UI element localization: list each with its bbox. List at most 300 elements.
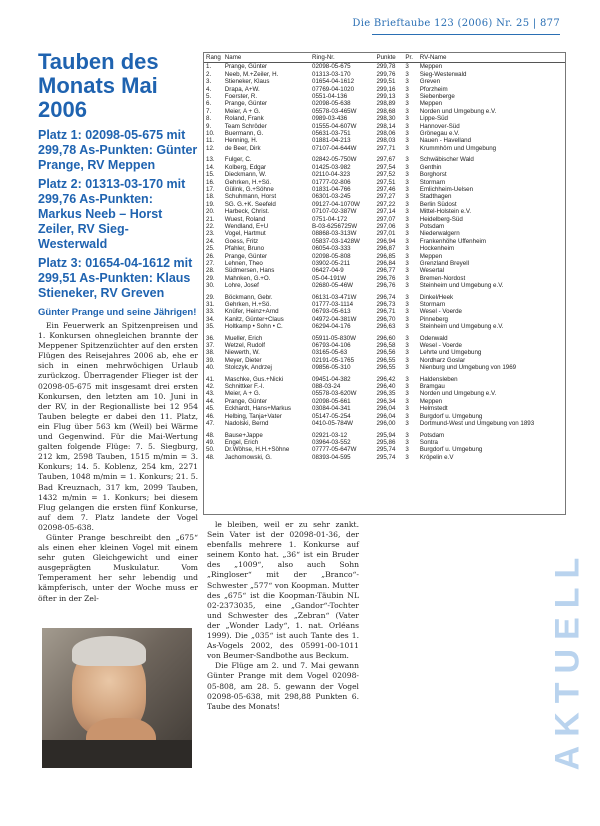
cell-ring: 088-03-24 xyxy=(312,383,341,391)
cell-ring: 08868-03-313W xyxy=(312,230,357,238)
cell-punkte: 296,56 xyxy=(376,349,396,357)
cell-ring: 05578-03-620W xyxy=(312,390,357,398)
cell-punkte: 299,16 xyxy=(376,85,396,93)
table-row xyxy=(204,253,565,260)
cell-punkte: 295,94 xyxy=(376,431,396,439)
cell-rv: Emlichheim-Uelsen xyxy=(419,185,474,193)
cell-rv: Meppen xyxy=(419,63,443,71)
table-row xyxy=(204,100,565,107)
cell-rv: Stormarn xyxy=(419,301,446,308)
cell-name: Buermann, G. xyxy=(224,130,264,138)
cell-ring: 05911-05-830W xyxy=(312,334,356,342)
article-title: Tauben des Monats Mai 2006 xyxy=(38,49,159,122)
cell-punkte: 296,85 xyxy=(376,252,396,260)
cell-punkte: 297,46 xyxy=(376,185,396,193)
table-row xyxy=(204,108,565,115)
cell-rang: 9. xyxy=(206,122,212,130)
cell-rang: 48. xyxy=(206,453,215,461)
page-header xyxy=(0,18,600,34)
cell-pr: 3 xyxy=(405,70,409,78)
cell-name: Dr.Wöhse, H.H.+Söhne xyxy=(224,446,290,454)
table-row xyxy=(204,71,565,78)
cell-pr: 3 xyxy=(405,342,409,350)
cell-rang: 47. xyxy=(206,420,215,428)
cell-name: Lohre, Josef xyxy=(224,282,259,290)
table-row xyxy=(204,78,565,85)
article-body xyxy=(38,321,198,604)
cell-rang: 46. xyxy=(206,412,215,420)
cell-name: Böckmann, Gebr. xyxy=(224,293,273,301)
cell-name: Stolczyk, Andrzej xyxy=(224,364,272,372)
body-paragraph: Günter Prange beschreibt den „675“ als einen eher kleinen Vogel mit einem sehr guten Gleichgewicht und einer ausgeprägten Muskulatur. Vom Temperament her sehr lebendig und kämpferisch, unter der Woche muss er öfter in der Zel- xyxy=(38,532,198,603)
cell-rv: Norden und Umgebung e.V. xyxy=(419,390,497,398)
cell-punkte: 298,30 xyxy=(376,115,396,123)
cell-rv: Sieg-Westerwald xyxy=(419,70,467,78)
cell-pr: 3 xyxy=(405,215,409,223)
cell-rang: 40. xyxy=(206,364,215,372)
cell-pr: 3 xyxy=(405,356,409,364)
cell-punkte: 297,54 xyxy=(376,163,396,171)
cell-ring: 01555-04-607W xyxy=(312,122,357,130)
cell-rang: 1. xyxy=(206,63,212,71)
photo-shirt xyxy=(42,740,192,768)
cell-rv: Mittel-Holstein e.V. xyxy=(419,208,472,216)
cell-ring: 0551-04-136 xyxy=(312,93,348,101)
winners-list xyxy=(38,128,198,301)
cell-name: Niewerth, W. xyxy=(224,349,260,357)
cell-ring: 02191-05-1765 xyxy=(312,356,355,364)
cell-ring: 09856-05-310 xyxy=(312,364,351,372)
results-table-box xyxy=(203,52,566,515)
cell-name: Maschke, Gus.+Nicki xyxy=(224,375,284,383)
cell-punkte: 296,40 xyxy=(376,383,396,391)
cell-punkte: 298,14 xyxy=(376,122,396,130)
cell-ring: 09127-04-1070W xyxy=(312,200,360,208)
table-row xyxy=(204,186,565,193)
cell-punkte: 296,87 xyxy=(376,245,396,253)
cell-punkte: 296,76 xyxy=(376,282,396,290)
cell-ring: 05578-03-465W xyxy=(312,107,357,115)
cell-pr: 3 xyxy=(405,405,409,413)
cell-pr: 3 xyxy=(405,349,409,357)
cell-name: Mueller, Erich xyxy=(224,334,263,342)
cell-name: Prange, Günter xyxy=(224,100,268,108)
cell-ring: 06793-04-106 xyxy=(312,342,351,350)
cell-name: de Beer, Dirk xyxy=(224,144,261,152)
table-row xyxy=(204,413,565,420)
cell-rv: Meppen xyxy=(419,252,443,260)
table-row xyxy=(204,383,565,390)
cell-punkte: 297,22 xyxy=(376,200,396,208)
cell-pr: 3 xyxy=(405,230,409,238)
cell-punkte: 296,76 xyxy=(376,274,396,282)
cell-rang: 23. xyxy=(206,230,215,238)
table-row xyxy=(204,193,565,200)
cell-punkte: 296,70 xyxy=(376,315,396,323)
table-row xyxy=(204,223,565,230)
cell-name: Meier, A + G. xyxy=(224,107,261,115)
cell-rang: 5. xyxy=(206,93,212,101)
col-name: Name xyxy=(223,53,310,63)
cell-ring: 05631-03-751 xyxy=(312,130,351,138)
cell-ring: 02921-03-12 xyxy=(312,431,348,439)
cell-rv: Dinkel/Heek xyxy=(419,293,454,301)
middle-column-text xyxy=(207,520,359,712)
table-row xyxy=(204,282,565,289)
cell-rv: Nauen - Havelland xyxy=(419,137,472,145)
cell-pr: 3 xyxy=(405,308,409,316)
cell-rang: 29. xyxy=(206,293,215,301)
cell-rang: 27. xyxy=(206,259,215,267)
subheading: Günter Prange und seine Jährigen! xyxy=(38,307,197,318)
table-row xyxy=(204,349,565,356)
photo-hair xyxy=(72,636,146,666)
cell-pr: 3 xyxy=(405,122,409,130)
cell-name: Foerster, R. xyxy=(224,93,258,101)
cell-pr: 3 xyxy=(405,390,409,398)
cell-ring: 01831-04-766 xyxy=(312,185,351,193)
cell-rv: Wesel - Voerde xyxy=(419,308,462,316)
cell-punkte: 296,58 xyxy=(376,342,396,350)
cell-rv: Lehrte und Umgebung xyxy=(419,349,482,357)
cell-ring: 0751-04-172 xyxy=(312,215,348,223)
cell-pr: 3 xyxy=(405,383,409,391)
place-2: Platz 2: 01313-03-170 mit 299,76 As-Punkten: Markus Neeb – Horst Zeiler, RV Sieg-Westerwald xyxy=(38,177,186,251)
cell-rv: Wesel - Voerde xyxy=(419,342,462,350)
cell-punkte: 298,68 xyxy=(376,107,396,115)
cell-pr: 3 xyxy=(405,267,409,275)
cell-ring: 01425-03-982 xyxy=(312,163,351,171)
cell-punkte: 296,55 xyxy=(376,364,396,372)
cell-ring: 07769-04-1020 xyxy=(312,85,355,93)
cell-rang: 20. xyxy=(206,208,215,216)
cell-rv: Steinheim und Umgebung e.V. xyxy=(419,282,504,290)
cell-name: Roland, Frank xyxy=(224,115,264,123)
cell-pr: 3 xyxy=(405,163,409,171)
cell-ring: 0989-03-436 xyxy=(312,115,348,123)
cell-rang: 7. xyxy=(206,107,212,115)
cell-pr: 3 xyxy=(405,178,409,186)
table-row xyxy=(204,454,565,461)
cell-name: Henning, H. xyxy=(224,137,258,145)
cell-punkte: 297,52 xyxy=(376,171,396,179)
cell-rang: 11. xyxy=(206,137,215,145)
cell-rang: 48. xyxy=(206,431,215,439)
cell-rv: Schwäbischer Wald xyxy=(419,156,474,164)
cell-rv: Burgdorf u. Umgebung xyxy=(419,412,483,420)
cell-rang: 33. xyxy=(206,308,215,316)
cell-name: Schnittker F.-I. xyxy=(224,383,265,391)
cell-punkte: 298,06 xyxy=(376,130,396,138)
cell-punkte: 296,00 xyxy=(376,420,396,428)
table-row xyxy=(204,245,565,252)
cell-punkte: 296,34 xyxy=(376,397,396,405)
col-rang: Rang xyxy=(206,54,221,61)
cell-ring: B-03-6256725W xyxy=(312,222,358,230)
cell-pr: 3 xyxy=(405,85,409,93)
cell-ring: 01777-02-806 xyxy=(312,178,351,186)
cell-rang: 25. xyxy=(206,245,215,253)
cell-rv: Genthin xyxy=(419,163,442,171)
cell-name: Vogel, Hartmut xyxy=(224,230,266,238)
cell-punkte: 295,74 xyxy=(376,453,396,461)
table-row xyxy=(204,267,565,274)
cell-rang: 49. xyxy=(206,438,215,446)
cell-punkte: 297,27 xyxy=(376,193,396,201)
cell-ring: 06054-03-333 xyxy=(312,245,351,253)
cell-punkte: 296,63 xyxy=(376,323,396,331)
cell-rang: 21. xyxy=(206,215,215,223)
cell-punkte: 296,42 xyxy=(376,375,396,383)
cell-ring: 06131-03-471W xyxy=(312,293,357,301)
cell-rv: Hannover-Süd xyxy=(419,122,460,130)
cell-pr: 3 xyxy=(405,130,409,138)
cell-ring: 05-04-191W xyxy=(312,274,347,282)
cell-name: Lehnen, Theo xyxy=(224,259,263,267)
cell-rang: 41. xyxy=(206,375,215,383)
cell-name: Nadolski, Bernd xyxy=(224,420,269,428)
cell-rv: Potsdam xyxy=(419,222,445,230)
cell-pr: 3 xyxy=(405,156,409,164)
cell-rang: 45. xyxy=(206,405,215,413)
cell-pr: 3 xyxy=(405,237,409,245)
cell-rv: Burgdorf u. Umgebung xyxy=(419,446,483,454)
cell-rang: 30. xyxy=(206,282,215,290)
cell-rang: 19. xyxy=(206,200,215,208)
table-row xyxy=(204,405,565,412)
cell-punkte: 297,67 xyxy=(376,156,396,164)
cell-ring: 05837-03-1428W xyxy=(312,237,360,245)
cell-rv: Pinneberg xyxy=(419,315,448,323)
cell-pr: 3 xyxy=(405,93,409,101)
body-paragraph: Die Flüge am 2. und 7. Mai gewann Günter Prange mit dem Vogel 02098-05-808, am 28. 5. gewann der Vogel 02098-05-638, mit 298,88 Punkten 6. Taube des Monats! xyxy=(207,661,359,711)
cell-ring: 08393-04-595 xyxy=(312,453,351,461)
cell-rang: 8. xyxy=(206,115,212,123)
cell-rang: 34. xyxy=(206,315,215,323)
cell-name: Eckhardt, Hans+Markus xyxy=(224,405,291,413)
cell-punkte: 296,71 xyxy=(376,308,396,316)
cell-rv: Berlin Südost xyxy=(419,200,457,208)
cell-ring: 07777-05-647W xyxy=(312,446,357,454)
cell-rv: Greven xyxy=(419,78,441,86)
table-row xyxy=(204,145,565,152)
cell-rang: 10. xyxy=(206,130,215,138)
cell-ring: 06301-03-245 xyxy=(312,193,351,201)
cell-rv: Grenzland Breyell xyxy=(419,259,469,267)
cell-punkte: 299,78 xyxy=(376,63,396,71)
table-row xyxy=(204,171,565,178)
cell-ring: 02110-04-323 xyxy=(312,171,351,179)
cell-pr: 3 xyxy=(405,446,409,454)
cell-pr: 3 xyxy=(405,193,409,201)
cell-ring: 04972-04-381W xyxy=(312,315,357,323)
cell-rv: Hockenheim xyxy=(419,245,455,253)
cell-name: Gülink, G.+Söhne xyxy=(224,185,274,193)
cell-name: Prange, Günter xyxy=(224,252,268,260)
cell-name: Gehrken, H.+Sö. xyxy=(224,301,272,308)
cell-rv: Meppen xyxy=(419,397,443,405)
cell-rv: Norden und Umgebung e.V. xyxy=(419,107,497,115)
table-row xyxy=(204,342,565,349)
cell-punkte: 299,76 xyxy=(376,70,396,78)
cell-punkte: 298,03 xyxy=(376,137,396,145)
cell-rv: Krummhörn und Umgebung xyxy=(419,144,497,152)
cell-punkte: 299,13 xyxy=(376,93,396,101)
cell-rv: Wesertal xyxy=(419,267,445,275)
table-row xyxy=(204,398,565,405)
cell-pr: 3 xyxy=(405,137,409,145)
cell-punkte: 297,14 xyxy=(376,208,396,216)
cell-rv: Bremen-Nordost xyxy=(419,274,466,282)
results-table xyxy=(204,53,565,461)
cell-punkte: 296,55 xyxy=(376,356,396,364)
cell-name: Jachomowski, G. xyxy=(224,453,272,461)
cell-pr: 3 xyxy=(405,259,409,267)
table-row xyxy=(204,335,565,342)
cell-pr: 3 xyxy=(405,252,409,260)
cell-rang: 31. xyxy=(206,301,215,308)
cell-ring: 03964-03-552 xyxy=(312,438,351,446)
section-label xyxy=(548,540,588,780)
col-punkte: Punkte xyxy=(374,53,403,63)
cell-ring: 01881-04-213 xyxy=(312,137,351,145)
table-row xyxy=(204,164,565,171)
cell-pr: 3 xyxy=(405,208,409,216)
cell-rv: Grönegau e.V. xyxy=(419,130,460,138)
cell-name: Wuest, Roland xyxy=(224,215,266,223)
cell-name: Engel, Erich xyxy=(224,438,259,446)
table-row xyxy=(204,93,565,100)
cell-ring: 05147-05-254 xyxy=(312,412,351,420)
table-row xyxy=(204,316,565,323)
cell-pr: 3 xyxy=(405,315,409,323)
cell-pr: 3 xyxy=(405,438,409,446)
cell-punkte: 296,73 xyxy=(376,301,396,308)
cell-rv: Stadthagen xyxy=(419,193,452,201)
cell-ring: 03084-04-341 xyxy=(312,405,351,413)
cell-punkte: 297,01 xyxy=(376,230,396,238)
cell-pr: 3 xyxy=(405,63,409,71)
cell-pr: 3 xyxy=(405,334,409,342)
cell-name: Kolberg, Edgar xyxy=(224,163,267,171)
cell-pr: 3 xyxy=(405,222,409,230)
table-row xyxy=(204,390,565,397)
cell-ring: 0410-05-784W xyxy=(312,420,353,428)
table-row xyxy=(204,115,565,122)
cell-pr: 3 xyxy=(405,78,409,86)
col-rv: RV-Name xyxy=(418,53,565,63)
cell-rang: 16. xyxy=(206,178,215,186)
cell-rang: 3. xyxy=(206,78,212,86)
table-row xyxy=(204,275,565,282)
table-row xyxy=(204,230,565,237)
cell-name: Drapa, A+W. xyxy=(224,85,260,93)
cell-pr: 3 xyxy=(405,431,409,439)
cell-rang: 26. xyxy=(206,252,215,260)
col-pr: Pr. xyxy=(403,53,417,63)
cell-punkte: 296,04 xyxy=(376,405,396,413)
cell-rang: 18. xyxy=(206,193,215,201)
cell-rv: Bramgau xyxy=(419,383,445,391)
cell-punkte: 296,94 xyxy=(376,237,396,245)
cell-pr: 3 xyxy=(405,375,409,383)
cell-rv: Steinheim und Umgebung e.V. xyxy=(419,323,504,331)
table-body xyxy=(204,63,565,461)
cell-name: Goess, Fritz xyxy=(224,237,259,245)
cell-pr: 3 xyxy=(405,282,409,290)
cell-name: Wendland, E+U xyxy=(224,222,269,230)
cell-rv: Nordharz Goslar xyxy=(419,356,466,364)
cell-rang: 42. xyxy=(206,383,215,391)
cell-ring: 02842-05-750W xyxy=(312,156,357,164)
cell-ring: 02680-05-46W xyxy=(312,282,353,290)
cell-name: Mahnken, G.+O. xyxy=(224,274,271,282)
cell-rv: Lippe-Süd xyxy=(419,115,448,123)
cell-punkte: 296,60 xyxy=(376,334,396,342)
cell-punkte: 297,06 xyxy=(376,222,396,230)
cell-name: Bause+Jappe xyxy=(224,431,263,439)
cell-pr: 3 xyxy=(405,245,409,253)
cell-ring: 09451-04-382 xyxy=(312,375,351,383)
cell-rv: Frankenhöhe Uffenheim xyxy=(419,237,487,245)
left-column xyxy=(38,50,198,604)
cell-rang: 14. xyxy=(206,163,215,171)
cell-ring: 07107-04-644W xyxy=(312,144,357,152)
table-row xyxy=(204,357,565,364)
table-row xyxy=(204,376,565,383)
header-rule xyxy=(372,34,560,35)
cell-pr: 3 xyxy=(405,200,409,208)
place-1: Platz 1: 02098-05-675 mit 299,78 As-Punkten: Günter Prange, RV Meppen xyxy=(38,128,198,172)
table-row xyxy=(204,137,565,144)
cell-rang: 44. xyxy=(206,397,215,405)
cell-pr: 3 xyxy=(405,274,409,282)
cell-ring: 07107-02-387W xyxy=(312,208,357,216)
cell-rv: Stormarn xyxy=(419,178,446,186)
cell-rv: Heidelberg-Süd xyxy=(419,215,463,223)
cell-name: Prange, Günter xyxy=(224,63,268,71)
cell-punkte: 296,77 xyxy=(376,267,396,275)
cell-name: Knüfer, Heinz+Arnd xyxy=(224,308,279,316)
cell-name: Stieneker, Klaus xyxy=(224,78,270,86)
table-row xyxy=(204,156,565,163)
cell-name: Meier, A + G. xyxy=(224,390,261,398)
cell-rang: 36. xyxy=(206,334,215,342)
cell-name: Gehrken, H.+Sö. xyxy=(224,178,272,186)
cell-rv: Pforzheim xyxy=(419,85,448,93)
cell-ring: 06294-04-176 xyxy=(312,323,351,331)
cell-ring: 02098-05-808 xyxy=(312,252,351,260)
section-label-text: AKTUELL xyxy=(548,548,587,771)
cell-rv: Odenwald xyxy=(419,334,448,342)
cell-name: Meyer, Dieter xyxy=(224,356,262,364)
cell-pr: 3 xyxy=(405,100,409,108)
cell-name: Dieckmann, W. xyxy=(224,171,267,179)
cell-rv: Borghorst xyxy=(419,171,447,179)
cell-rv: Dortmund-West und Umgebung von 1893 xyxy=(419,420,535,428)
cell-name: Fulger, C. xyxy=(224,156,252,164)
table-row xyxy=(204,238,565,245)
cell-punkte: 295,74 xyxy=(376,446,396,454)
cell-punkte: 295,86 xyxy=(376,438,396,446)
cell-name: Prange, Günter xyxy=(224,397,268,405)
cell-rv: Kröpelin e.V xyxy=(419,453,454,461)
table-row xyxy=(204,123,565,130)
cell-name: Schuhmann, Horst xyxy=(224,193,277,201)
cell-punkte: 296,35 xyxy=(376,390,396,398)
cell-rv: Sontra xyxy=(419,438,438,446)
cell-rang: 2. xyxy=(206,70,212,78)
